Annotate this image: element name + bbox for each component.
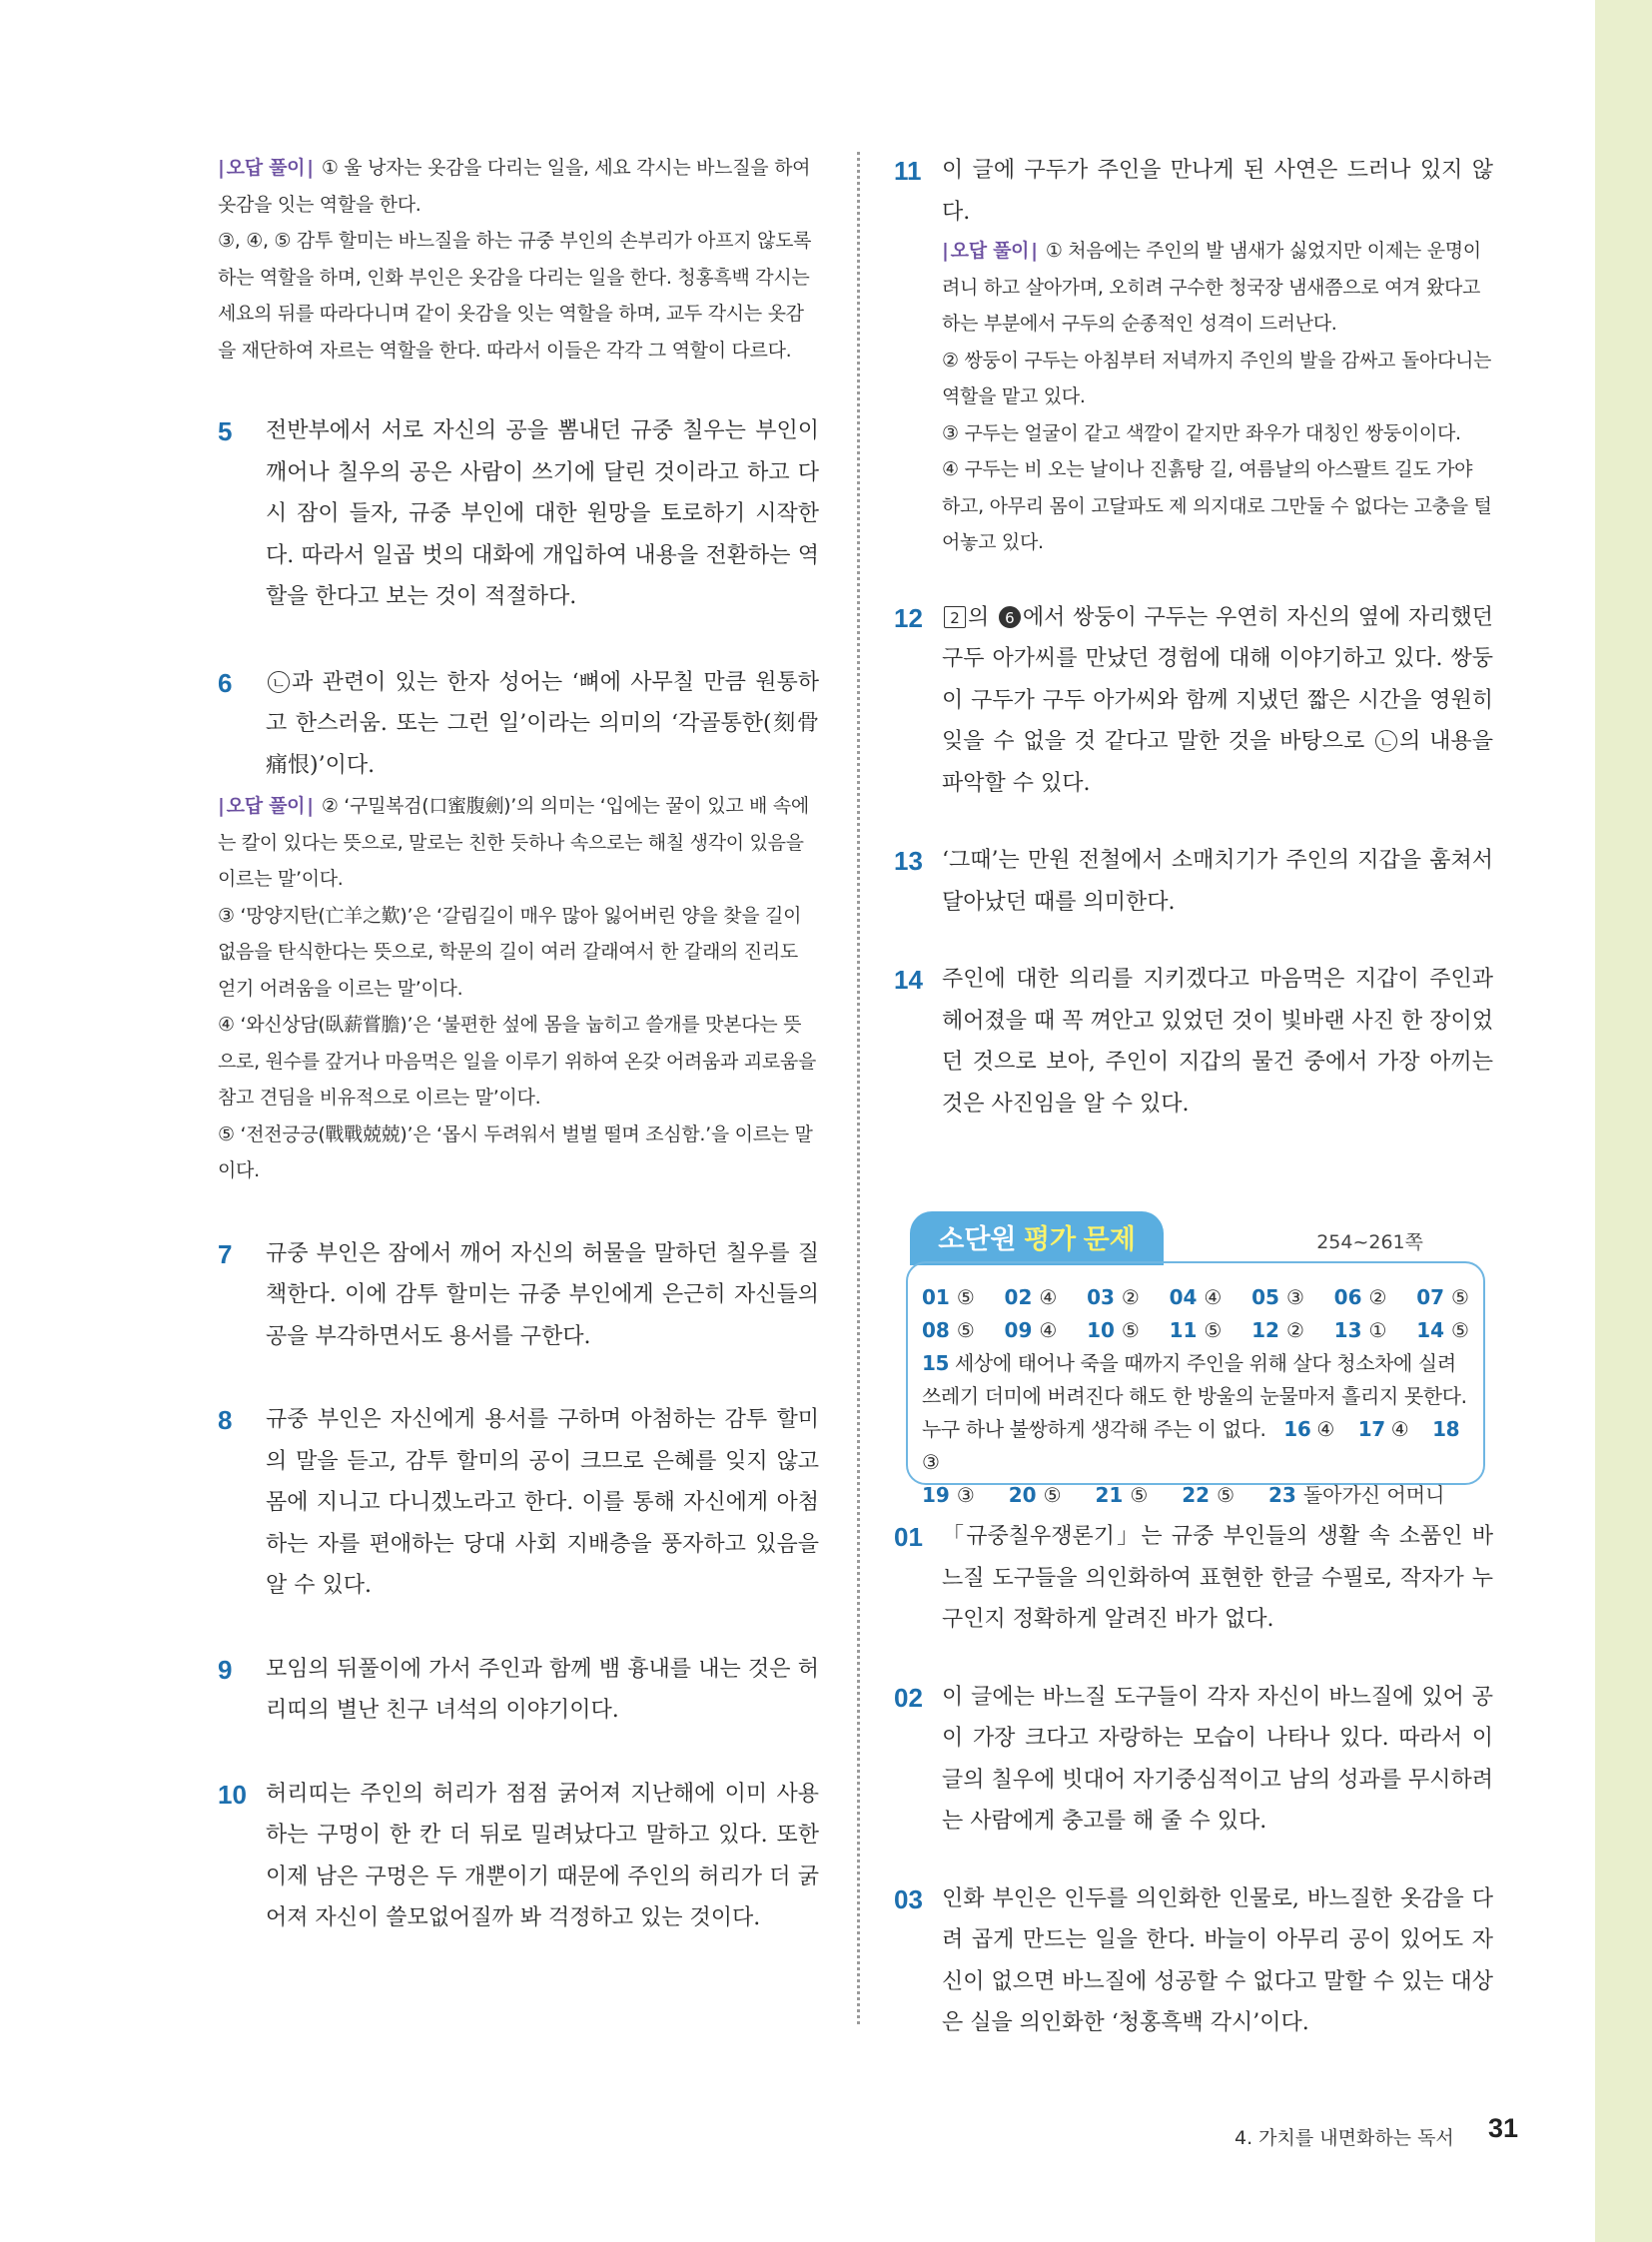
chapter-title: 4. 가치를 내면화하는 독서 [1235, 2127, 1454, 2149]
answer-number: 12 [1251, 1318, 1279, 1342]
answer-number: 08 [922, 1318, 950, 1342]
note-text: ⑤ ‘전전긍긍(戰戰兢兢)’은 ‘몹시 두려워서 벌벌 떨며 조심함.’을 이르는 말이다. [218, 1122, 813, 1181]
answer-mark: ⑤ [956, 1318, 975, 1342]
left-column [218, 150, 819, 1939]
answer-mark: ④ [1039, 1285, 1058, 1309]
answer-text: 인화 부인은 인두를 의인화한 인물로, 바느질한 옷감을 다려 곱게 만드는 일을 한다. 바늘이 아무리 공이 있어도 자신이 없으면 바느질에 성공할 수 없다고 말할 수 있는 대상은 실을 의인화한 ‘청홍흑백 각시’이다. [942, 1885, 1493, 2035]
answer-mark: ⑤ [956, 1285, 975, 1309]
question-number: 12 [894, 602, 923, 633]
answer-item [1251, 1281, 1304, 1314]
answer-text: 이 글에 구두가 주인을 만나게 된 사연은 드러나 있지 않다. [942, 158, 1493, 225]
question-number: 6 [218, 667, 233, 698]
answer-key-box [906, 1261, 1485, 1507]
answer-item [922, 1281, 975, 1314]
note-text: ③ ‘망양지탄(亡羊之歎)’은 ‘갈림길이 매우 많아 잃어버린 양을 찾을 길이 없음을 탄식한다는 뜻으로, 학문의 길이 여러 갈래여서 한 갈래의 진리도 얻기 어려움을 이르는 말’이다. [218, 904, 802, 1000]
answer-number: 15 [922, 1351, 950, 1375]
answer-text: 허리띠는 주인의 허리가 점점 굵어져 지난해에 이미 사용하는 구멍이 한 칸 더 뒤로 밀려났다고 말하고 있다. 또한 이제 남은 구멍은 두 개뿐이기 때문에 주인의 허리가 더 굵어져 자신이 쓸모없어질까 봐 걱정하고 있는 것이다. [266, 1781, 819, 1930]
answer-item [1087, 1281, 1140, 1314]
answer-item [1416, 1314, 1469, 1347]
answer-number: 01 [922, 1285, 950, 1309]
answer-text: 전반부에서 서로 자신의 공을 뽐내던 규중 칠우는 부인이 깨어나 칠우의 공은 사람이 쓰기에 달린 것이라고 하고 다시 잠이 들자, 규중 부인에 대한 원망을 토로하기 시작한다. 따라서 일곱 벗의 대화에 개입하여 내용을 전환하는 역할을 한다고 보는 것이 적절하다. [266, 418, 819, 609]
answer-text: 2 의 6 에서 쌍둥이 구두는 우연히 자신의 옆에 자리했던 구두 아가씨를 만났던 경험에 대해 이야기하고 있다. 쌍둥이 구두가 구두 아가씨와 함께 지냈던 짧은 시간을 영원히 잊을 수 없을 것 같다고 말한 것을 바탕으로 ㄴ 의 내용을 파악할 수 있다. [942, 604, 1493, 796]
answer-number: 06 [1333, 1285, 1362, 1309]
note-label: | 오답 풀이 | [942, 240, 1038, 262]
answer-text: 「규중칠우쟁론기」는 규중 부인들의 생활 속 소품인 바느질 도구들을 의인화하여 표현한 한글 수필로, 작자가 누구인지 정확하게 알려진 바가 없다. [942, 1524, 1493, 1632]
answer-text: ‘그때’는 만원 전철에서 소매치기가 주인의 지갑을 훔쳐서 달아났던 때를 의미한다. [942, 848, 1493, 915]
answer-mark: ⑤ [1121, 1318, 1140, 1342]
answer-mark: ② [1121, 1285, 1140, 1309]
answer-number: 11 [1169, 1318, 1198, 1342]
answer-item [1087, 1314, 1140, 1347]
question-number: 13 [894, 846, 923, 876]
answer-number: 19 [922, 1483, 950, 1507]
answer-item [1170, 1281, 1223, 1314]
answer-text: 이 글에는 바느질 도구들이 각자 자신이 바느질에 있어 공이 가장 크다고 자랑하는 모습이 나타나 있다. 따라서 이 글의 칠우에 빗대어 자기중심적이고 남의 성과를 무시하려는 사람에게 충고를 해 줄 수 있다. [942, 1684, 1494, 1834]
answer-number: 07 [1416, 1285, 1445, 1309]
answer-number: 22 [1182, 1483, 1211, 1507]
answer-mark: ⑤ [1204, 1318, 1223, 1342]
note-label: | 오답 풀이 | [218, 157, 314, 179]
note-text: ② 쌍둥이 구두는 아침부터 저녁까지 주인의 발을 감싸고 돌아다니는 역할을 맡고 있다. [942, 349, 1492, 407]
circled-mark: ㄴ [268, 671, 290, 693]
answer-6 [218, 662, 819, 787]
note-text: ② ‘구밀복검(口蜜腹劍)’의 의미는 ‘입에는 꿀이 있고 배 속에는 칼이 있다는 뜻으로, 말로는 친한 듯하나 속으로는 해칠 생각이 있음을 이르는 말’이다. [218, 795, 809, 890]
page-number: 31 [1488, 2113, 1519, 2143]
answer-number: 13 [1333, 1318, 1362, 1342]
section-title-tab: 소단원 평가 문제 [910, 1211, 1164, 1265]
question-number: 01 [894, 1522, 923, 1552]
answer-number: 20 [1008, 1483, 1037, 1507]
right-column-lower [894, 1516, 1493, 2044]
circled-mark: ㄴ [1375, 730, 1397, 752]
answer-number: 10 [1087, 1318, 1115, 1342]
answer-number: 04 [1169, 1285, 1198, 1309]
side-color-strip [1595, 0, 1652, 2242]
answer-14 [894, 959, 1493, 1124]
answer-number: 09 [1004, 1318, 1033, 1342]
note-block-1 [218, 150, 819, 369]
answer-13 [894, 840, 1493, 923]
answer-mark: ⑤ [1451, 1318, 1469, 1342]
boxed-number: 2 [944, 606, 966, 628]
answer-11 [894, 150, 1493, 561]
answer-15-to-18 [922, 1347, 1469, 1479]
answer-item [922, 1479, 975, 1512]
answer-text: 모임의 뒤풀이에 가서 주인과 함께 뱀 흉내를 내는 것은 허리띠의 별난 친구 녀석의 이야기이다. [266, 1656, 819, 1723]
answer-mark: ③ [956, 1483, 975, 1507]
note-text: ③, ④, ⑤ 감투 할미는 바느질을 하는 규중 부인의 손부리가 아프지 않도록 하는 역할을 하며, 인화 부인은 옷감을 다리는 일을 한다. 청홍흑백 각시는 세요의 뒤를 따라다니며 같이 옷감을 잇는 역할을 하며, 교두 각시는 옷감을 재단하여 자르는 역할을 한다. 따라서 이들은 각각 그 역할이 다르다. [218, 230, 812, 362]
answer-text: ㄴ 과 관련이 있는 한자 성어는 ‘뼈에 사무칠 만큼 원통하고 한스러움. 또는 그런 일’이라는 의미의 ‘각골통한(刻骨痛恨)’이다. [266, 669, 819, 778]
answer-mark: ① [1368, 1318, 1387, 1342]
note-block-11 [942, 233, 1493, 561]
question-number: 03 [894, 1883, 923, 1914]
answer-number: 21 [1095, 1483, 1124, 1507]
note-text: ④ ‘와신상담(臥薪嘗膽)’은 ‘불편한 섶에 몸을 눕히고 쓸개를 맛본다는 뜻으로, 원수를 갚거나 마음먹은 일을 이루기 위하여 온갖 어려움과 괴로움을 참고 견딤을 비유적으로 이르는 말’이다. [218, 1014, 817, 1109]
note-text: ① 처음에는 주인의 발 냄새가 싫었지만 이제는 운명이려니 하고 살아가며, 오히려 구수한 청국장 냄새쯤으로 여겨 왔다고 하는 부분에서 구두의 순종적인 성격이 드러난다. [942, 240, 1481, 335]
answer-row-4 [922, 1479, 1469, 1512]
answer-text: 주인에 대한 의리를 지키겠다고 마음먹은 지갑이 주인과 헤어졌을 때 꼭 껴안고 있었던 것이 빛바랜 사진 한 장이었던 것으로 보아, 주인이 지갑의 물건 중에서 가장 아끼는 것은 사진임을 알 수 있다. [942, 967, 1493, 1117]
answer-item [1005, 1314, 1058, 1347]
answer-item [1182, 1479, 1235, 1512]
answer-number: 05 [1251, 1285, 1279, 1309]
answer-9 [218, 1649, 819, 1732]
answer-text: 규중 부인은 자신에게 용서를 구하며 아첨하는 감투 할미의 말을 듣고, 감투 할미의 공이 크므로 은혜를 잊지 않고 몸에 지니고 다니겠노라고 한다. 이를 통해 자신에게 아첨하는 자를 편애하는 당대 사회 지배층을 풍자하고 있음을 알 수 있다. [266, 1407, 819, 1598]
answer-mark: ④ [1316, 1417, 1334, 1441]
right-column [894, 150, 1493, 1124]
answer-mark: ⑤ [1043, 1483, 1062, 1507]
answer-number: 23 [1268, 1483, 1296, 1507]
column-divider [857, 152, 860, 2024]
question-number: 02 [894, 1682, 923, 1713]
answer-number: 02 [1004, 1285, 1033, 1309]
answer-number: 03 [1087, 1285, 1115, 1309]
question-number: 9 [218, 1654, 233, 1685]
question-number: 11 [894, 156, 922, 186]
answer-mark: ⑤ [1451, 1285, 1469, 1309]
answer-item [1251, 1314, 1304, 1347]
answer-item [1416, 1281, 1469, 1314]
answer-mark: ⑤ [1130, 1483, 1149, 1507]
answer-mark: ② [1368, 1285, 1387, 1309]
answer-7 [218, 1233, 819, 1358]
note-text: ① 울 낭자는 옷감을 다리는 일을, 세요 각시는 바느질을 하여 옷감을 잇는 역할을 한다. [218, 157, 811, 216]
answer-text: 세상에 태어나 죽을 때까지 주인을 위해 살다 청소차에 실려 쓰레기 더미에 버려진다 해도 한 방울의 눈물마저 흘리지 못한다. 누구 하나 불쌍하게 생각해 주는 이 없다. [922, 1351, 1467, 1441]
question-number: 7 [218, 1238, 233, 1269]
answer-12 [894, 597, 1493, 805]
note-text: ④ 구두는 비 오는 날이나 진흙탕 길, 여름날의 아스팔트 길도 가야 하고, 아무리 몸이 고달파도 제 의지대로 그만둘 수 없다는 고충을 털어놓고 있다. [942, 458, 1492, 553]
filled-circle-number: 6 [999, 606, 1021, 628]
question-number: 5 [218, 416, 233, 446]
answer-item [1334, 1281, 1387, 1314]
answer-5 [218, 410, 819, 618]
answer-10 [218, 1774, 819, 1939]
answer-mark: ④ [1039, 1318, 1058, 1342]
answer-item [1096, 1479, 1149, 1512]
answer-item [1170, 1314, 1223, 1347]
question-number: 14 [894, 965, 923, 995]
answer-item [1334, 1314, 1387, 1347]
page-range: 254~261쪽 [1316, 1231, 1423, 1253]
answer-item [1005, 1281, 1058, 1314]
answer-number: 17 [1357, 1417, 1385, 1441]
answer-mark: ⑤ [1217, 1483, 1235, 1507]
answer-number: 14 [1416, 1318, 1445, 1342]
answer-mark: ② [1285, 1318, 1304, 1342]
note-block-6 [218, 788, 819, 1189]
answer-item [922, 1314, 975, 1347]
answer-item [1009, 1479, 1062, 1512]
answer-mark: ④ [1204, 1285, 1223, 1309]
note-text: ③ 구두는 얼굴이 같고 색깔이 같지만 좌우가 대칭인 쌍둥이이다. [942, 421, 1461, 444]
question-number: 8 [218, 1405, 233, 1435]
answer-number: 18 [1432, 1417, 1460, 1441]
answer-03 [894, 1878, 1493, 2044]
answer-mark: ④ [1390, 1417, 1409, 1441]
answer-mark: 돌아가신 어머니 [1302, 1483, 1445, 1507]
answer-8 [218, 1399, 819, 1607]
question-number: 10 [218, 1779, 247, 1810]
answer-text: 규중 부인은 잠에서 깨어 자신의 허물을 말하던 칠우를 질책한다. 이에 감투 할미는 규중 부인에게 은근히 자신들의 공을 부각하면서도 용서를 구한다. [266, 1240, 819, 1349]
answer-02 [894, 1677, 1493, 1843]
note-label: | 오답 풀이 | [218, 795, 314, 817]
answer-01 [894, 1516, 1493, 1641]
answer-item [1268, 1479, 1444, 1512]
answer-number: 16 [1283, 1417, 1311, 1441]
answer-row-2 [922, 1314, 1469, 1347]
answer-mark: ③ [922, 1450, 940, 1474]
answer-row-1 [922, 1281, 1469, 1314]
answer-mark: ③ [1285, 1285, 1304, 1309]
